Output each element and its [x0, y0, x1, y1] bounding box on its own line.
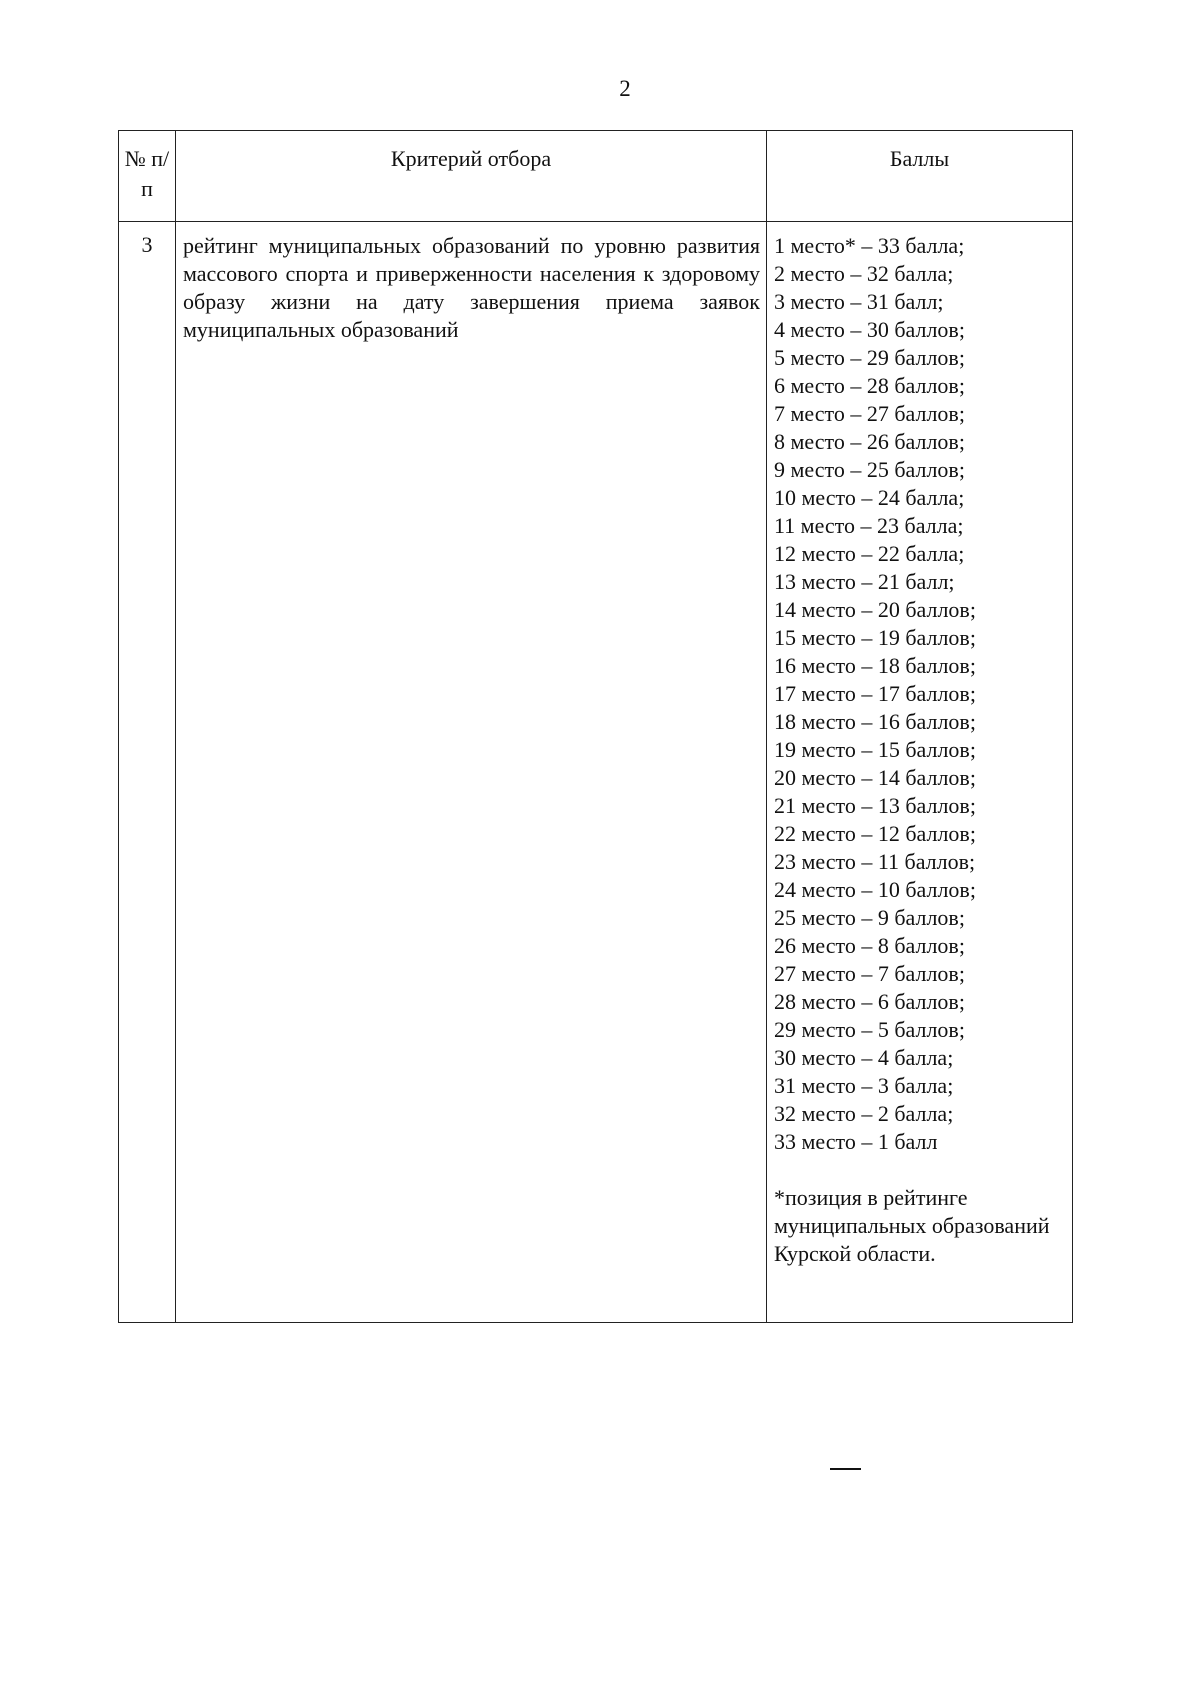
points-item: 16 место – 18 баллов;	[774, 653, 976, 678]
points-item: 1 место* – 33 балла;	[774, 233, 965, 258]
points-item: 19 место – 15 баллов;	[774, 737, 976, 762]
points-item: 15 место – 19 баллов;	[774, 625, 976, 650]
points-item: 25 место – 9 баллов;	[774, 905, 965, 930]
points-item: 3 место – 31 балл;	[774, 289, 944, 314]
points-item: 13 место – 21 балл;	[774, 569, 955, 594]
page-number: 2	[619, 76, 631, 101]
points-list	[774, 232, 1068, 1156]
table-header-row	[119, 131, 1073, 222]
points-item: 10 место – 24 балла;	[774, 485, 965, 510]
row-number: 3	[119, 222, 176, 1323]
points-item: 21 место – 13 баллов;	[774, 793, 976, 818]
points-item: 24 место – 10 баллов;	[774, 877, 976, 902]
points-item: 2 место – 32 балла;	[774, 261, 954, 286]
points-item: 8 место – 26 баллов;	[774, 429, 965, 454]
header-number: № п/п	[119, 131, 176, 222]
table-row	[119, 222, 1073, 1323]
header-criterion: Критерий отбора	[176, 131, 767, 222]
points-item: 17 место – 17 баллов;	[774, 681, 976, 706]
criterion-text: рейтинг муниципальных образований по уровню развития массового спорта и приверженности населения к здоровому образу жизни на дату завершения приема заявок муниципальных образований	[176, 222, 767, 1323]
footnote: *позиция в рейтинге муниципальных образований Курской области.	[774, 1185, 1050, 1266]
points-cell	[767, 222, 1073, 1323]
points-item: 26 место – 8 баллов;	[774, 933, 965, 958]
header-points: Баллы	[767, 131, 1073, 222]
points-item: 32 место – 2 балла;	[774, 1101, 954, 1126]
points-item: 11 место – 23 балла;	[774, 513, 964, 538]
criteria-table	[118, 130, 1073, 1323]
points-item: 31 место – 3 балла;	[774, 1073, 954, 1098]
points-item: 23 место – 11 баллов;	[774, 849, 976, 874]
end-dash	[830, 1468, 861, 1470]
points-item: 29 место – 5 баллов;	[774, 1017, 965, 1042]
points-item: 22 место – 12 баллов;	[774, 821, 976, 846]
points-item: 30 место – 4 балла;	[774, 1045, 954, 1070]
points-item: 4 место – 30 баллов;	[774, 317, 965, 342]
points-item: 33 место – 1 балл	[774, 1129, 938, 1154]
points-item: 27 место – 7 баллов;	[774, 961, 965, 986]
points-item: 14 место – 20 баллов;	[774, 597, 976, 622]
points-item: 18 место – 16 баллов;	[774, 709, 976, 734]
points-item: 28 место – 6 баллов;	[774, 989, 965, 1014]
points-item: 9 место – 25 баллов;	[774, 457, 965, 482]
points-item: 5 место – 29 баллов;	[774, 345, 965, 370]
points-item: 6 место – 28 баллов;	[774, 373, 965, 398]
points-item: 7 место – 27 баллов;	[774, 401, 965, 426]
points-item: 12 место – 22 балла;	[774, 541, 965, 566]
points-item: 20 место – 14 баллов;	[774, 765, 976, 790]
